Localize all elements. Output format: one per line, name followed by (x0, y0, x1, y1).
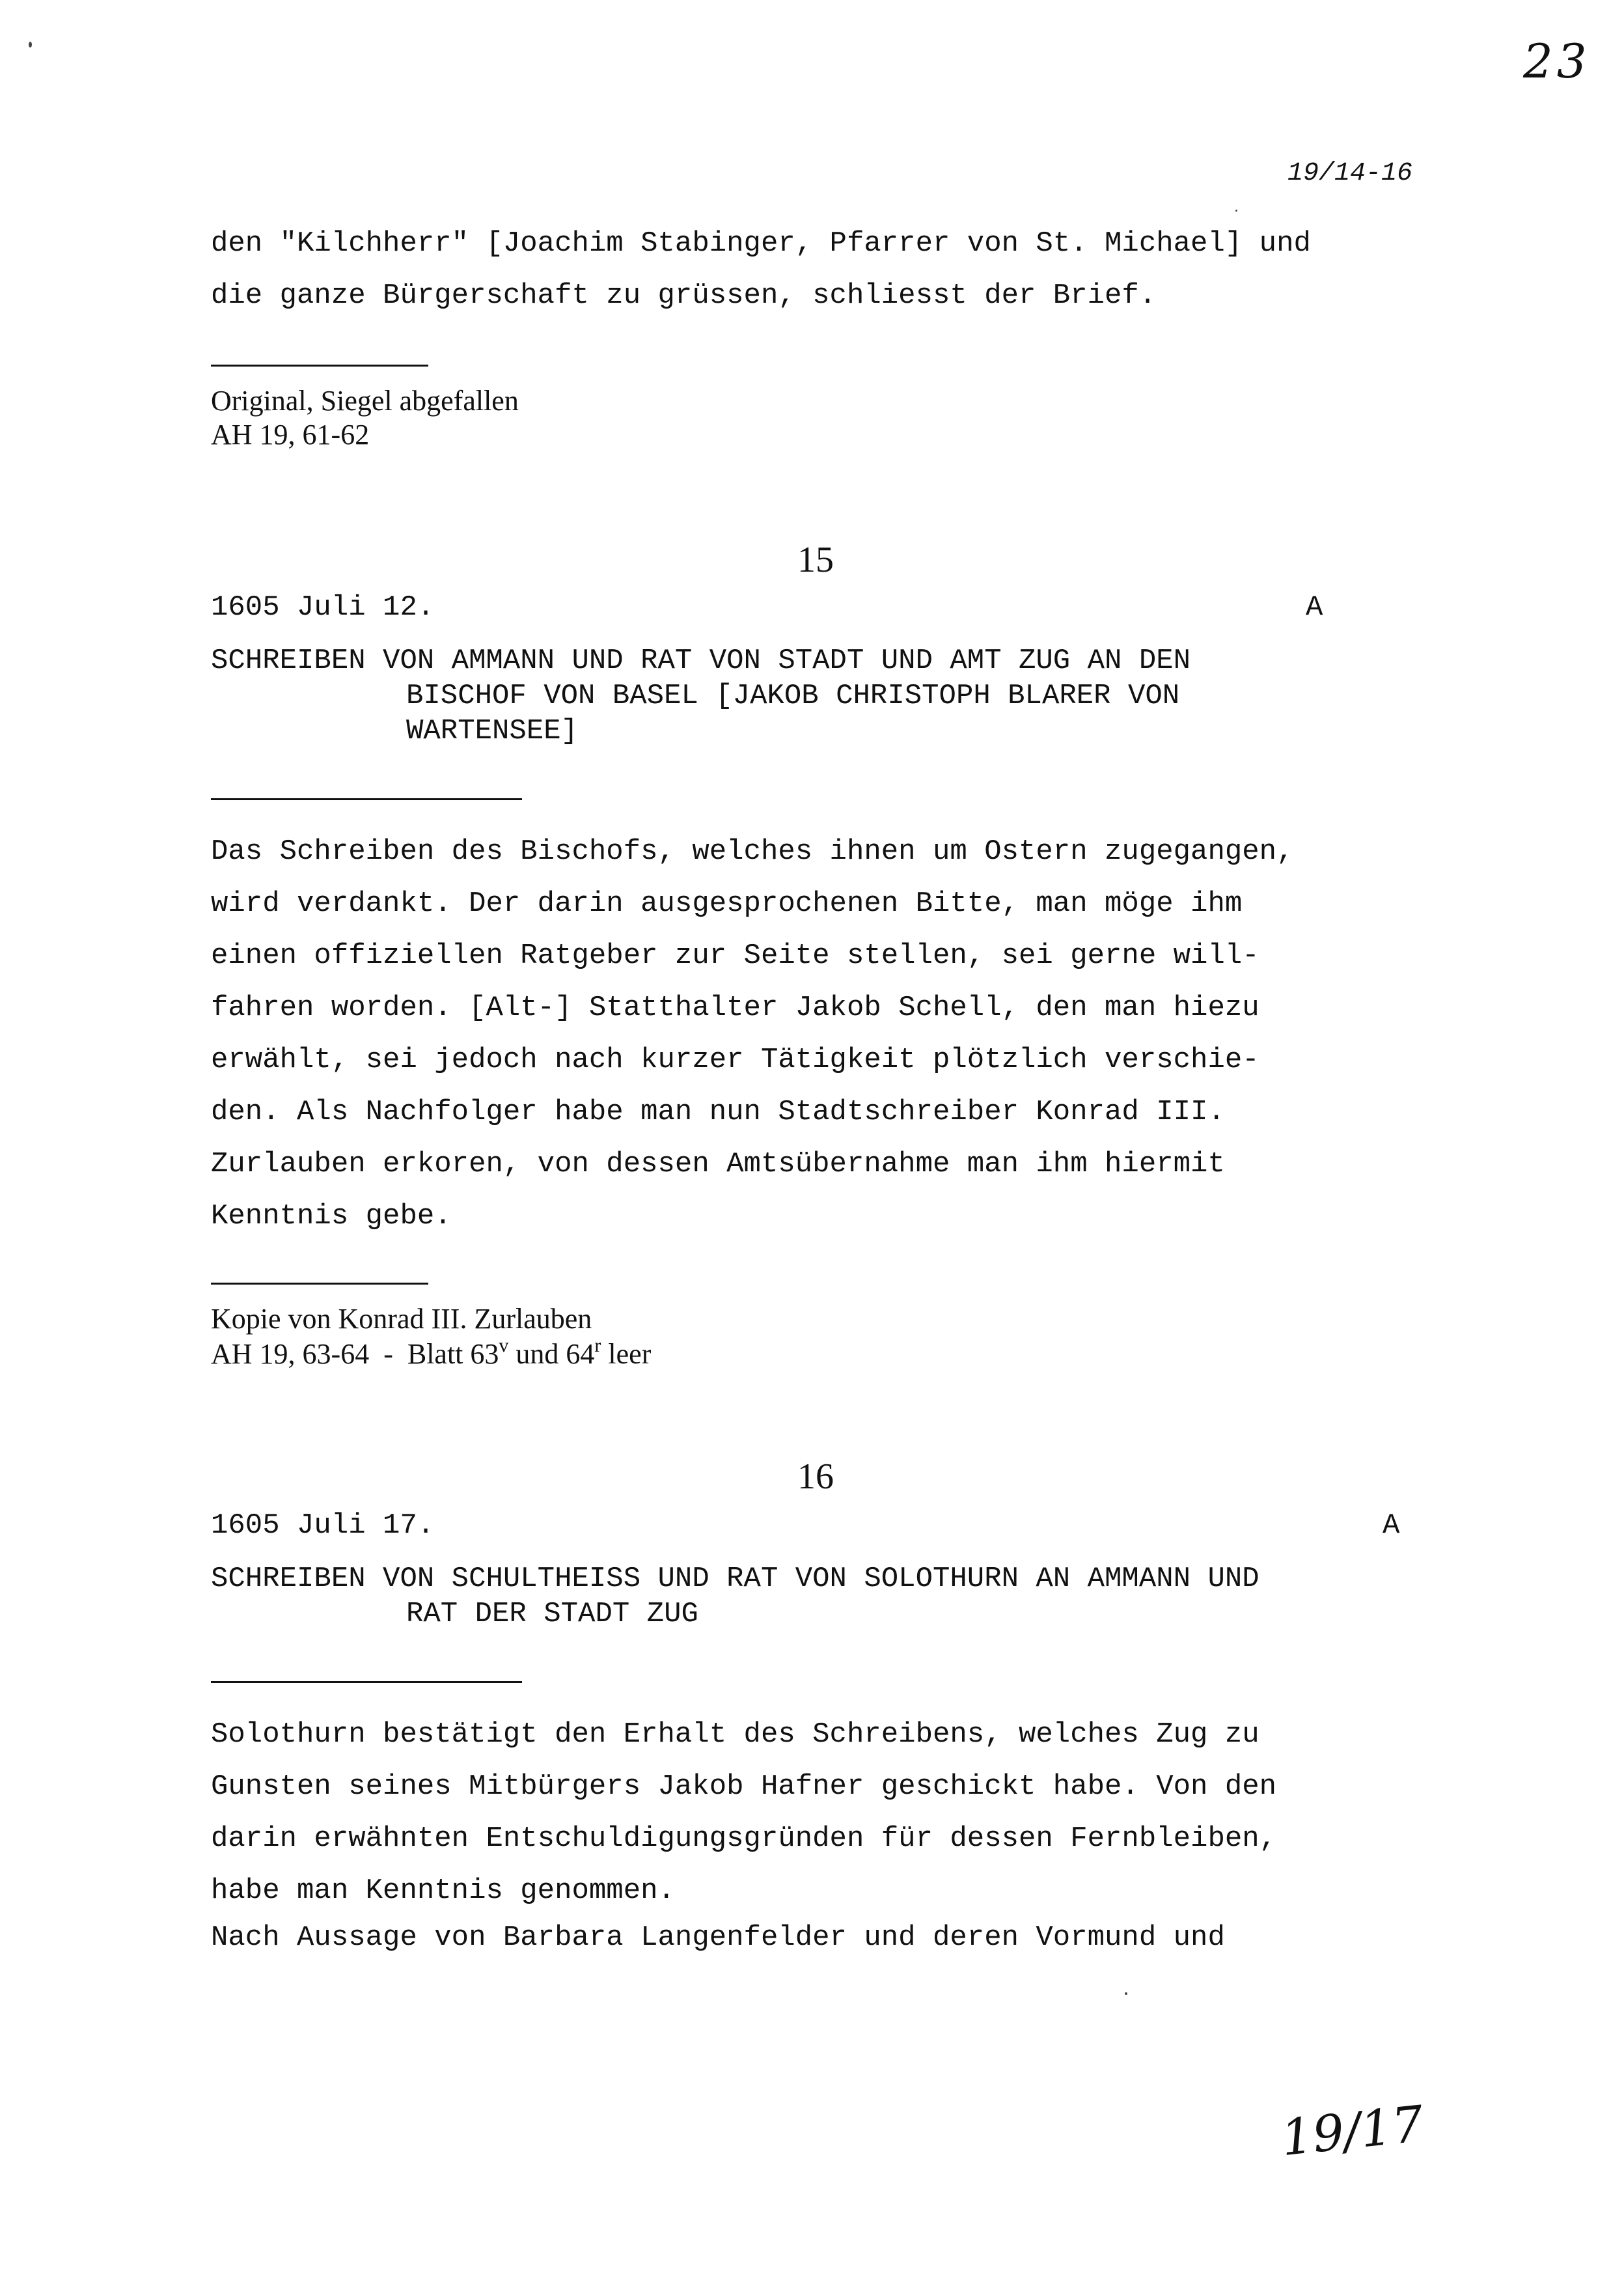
divider-rule (211, 1681, 522, 1683)
body-line: Nach Aussage von Barbara Langenfelder und deren Vormund und (211, 1921, 1225, 1954)
handwritten-footer-number: 19/17 (1278, 2094, 1427, 2167)
reference-number: 19/14-16 (1287, 159, 1413, 188)
body-line: darin erwähnten Entschuldigungsgründen für dessen Fernbleiben, (211, 1822, 1277, 1855)
source-note-line-2: AH 19, 61-62 (211, 419, 370, 451)
entry-marker: A (1306, 591, 1323, 624)
body-line: Das Schreiben des Bischofs, welches ihnen um Ostern zugegangen, (211, 835, 1294, 868)
entry-number: 16 (797, 1456, 834, 1497)
entry-title-line-3: WARTENSEE] (406, 715, 579, 747)
body-line: den. Als Nachfolger habe man nun Stadtschreiber Konrad III. (211, 1096, 1225, 1128)
body-line: Zurlauben erkoren, von dessen Amtsübernahme man ihm hiermit (211, 1148, 1225, 1180)
divider-rule (211, 1283, 428, 1285)
body-line: habe man Kenntnis genommen. (211, 1874, 675, 1907)
entry-title-line-1: SCHREIBEN VON SCHULTHEISS UND RAT VON SOLOTHURN AN AMMANN UND (211, 1563, 1259, 1595)
entry-number: 15 (797, 540, 834, 580)
source-note-line-1: Original, Siegel abgefallen (211, 385, 519, 417)
body-line: Gunsten seines Mitbürgers Jakob Hafner geschickt habe. Von den (211, 1770, 1277, 1803)
source-note-text: und 64 (508, 1338, 595, 1370)
intro-line-2: die ganze Bürgerschaft zu grüssen, schliesst der Brief. (211, 279, 1157, 312)
body-line: fahren worden. [Alt-] Statthalter Jakob Schell, den man hiezu (211, 992, 1259, 1024)
source-note-line-2 (211, 1337, 651, 1371)
entry-marker: A (1383, 1509, 1400, 1542)
body-line: Kenntnis gebe. (211, 1200, 452, 1233)
intro-line-1: den "Kilchherr" [Joachim Stabinger, Pfarrer von St. Michael] und (211, 227, 1311, 260)
superscript-verso: v (499, 1335, 509, 1356)
entry-title-line-2: RAT DER STADT ZUG (406, 1598, 698, 1630)
entry-date: 1605 Juli 17. (211, 1509, 435, 1542)
scan-speck (1125, 1992, 1127, 1995)
divider-rule (211, 365, 428, 367)
entry-title-line-2: BISCHOF VON BASEL [JAKOB CHRISTOPH BLARER VON (406, 680, 1180, 712)
body-line: wird verdankt. Der darin ausgesprochenen Bitte, man möge ihm (211, 887, 1243, 920)
source-note-text: AH 19, 63-64 - Blatt 63 (211, 1338, 499, 1370)
scan-speck (29, 42, 32, 48)
superscript-recto: r (594, 1335, 601, 1356)
body-line: einen offiziellen Ratgeber zur Seite stellen, sei gerne will- (211, 940, 1259, 972)
handwritten-page-number: 23 (1523, 34, 1591, 89)
entry-title-line-1: SCHREIBEN VON AMMANN UND RAT VON STADT UND AMT ZUG AN DEN (211, 645, 1191, 677)
source-note-line-1: Kopie von Konrad III. Zurlauben (211, 1303, 592, 1335)
entry-date: 1605 Juli 12. (211, 591, 435, 624)
scan-speck (1235, 210, 1237, 212)
body-line: erwählt, sei jedoch nach kurzer Tätigkeit plötzlich verschie- (211, 1044, 1259, 1076)
source-note-text: leer (601, 1338, 652, 1370)
divider-rule (211, 798, 522, 800)
body-line: Solothurn bestätigt den Erhalt des Schreibens, welches Zug zu (211, 1718, 1259, 1751)
